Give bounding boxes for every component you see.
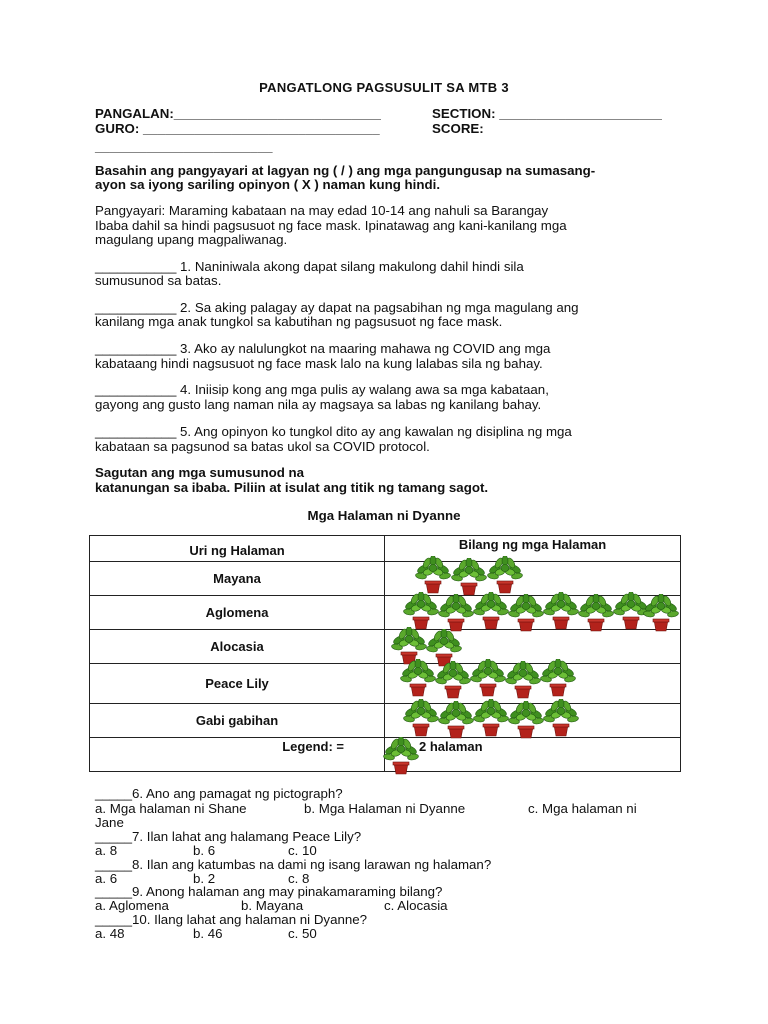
row-pictures-mayana [385, 562, 681, 596]
potted-plant-icon [383, 737, 419, 775]
row-pictures-peace-lily [385, 664, 681, 704]
scenario-line-2: Ibaba dahil sa hindi pagsusuot ng face mask. Ipinatawag ang kani-kanilang mga [95, 218, 567, 233]
question-6-option-c-cont: Jane [95, 815, 124, 830]
pictograph-row [90, 596, 681, 630]
row-pictures-gabi-gabihan [385, 704, 681, 738]
potted-plant-icon [487, 556, 523, 594]
potted-plant-icon [508, 594, 544, 632]
potted-plant-icon [643, 594, 679, 632]
statement-1-line-2: sumusunod sa batas. [95, 273, 222, 288]
potted-plant-icon [578, 594, 614, 632]
instructions-2-line-2: katanungan sa ibaba. Piliin at isulat ang titik ng tamang sagot. [95, 480, 489, 495]
question-10: _____10. Ilang lahat ang halaman ni Dyanne? [95, 912, 368, 927]
question-7-option-a: a. 8 [95, 843, 118, 858]
score-field-label: SCORE: [432, 121, 484, 136]
question-7: _____7. Ilan lahat ang halamang Peace Lily? [95, 829, 362, 844]
statement-5-line-1: ___________ 5. Ang opinyon ko tungkol dito ay ang kawalan ng disiplina ng mga [95, 424, 572, 439]
instructions-line-1: Basahin ang pangyayari at lagyan ng ( / ) ang mga pangungusap na sumasang- [95, 163, 596, 178]
statement-5-line-2: kabataan sa pagsunod sa batas ukol sa COVID protocol. [95, 439, 430, 454]
potted-plant-icon [438, 701, 474, 739]
statement-2-line-2: kanilang mga anak tungkol sa kabutihan ng pagsusuot ng face mask. [95, 314, 503, 329]
question-6-option-a: a. Mga halaman ni Shane [95, 801, 247, 816]
potted-plant-icon [400, 659, 436, 697]
question-6-option-c: c. Mga halaman ni [528, 801, 637, 816]
section-field-label: SECTION: ______________________ [432, 106, 662, 121]
potted-plant-icon [540, 659, 576, 697]
pictograph-row [90, 630, 681, 664]
scenario-line-3: magulang upang magpaliwanag. [95, 232, 288, 247]
question-6: _____6. Ano ang pamagat ng pictograph? [95, 786, 343, 801]
instructions-2-line-1: Sagutan ang mga sumusunod na [95, 465, 305, 480]
potted-plant-icon [438, 594, 474, 632]
question-10-option-b: b. 46 [193, 926, 223, 941]
teacher-field-label: GURO: ________________________________ [95, 121, 380, 136]
potted-plant-icon [451, 558, 487, 596]
pictograph-row [90, 664, 681, 704]
potted-plant-icon [543, 699, 579, 737]
row-label-gabi-gabihan: Gabi gabihan [90, 704, 385, 738]
pictograph-table [89, 535, 681, 772]
statement-4-line-1: ___________ 4. Iniisip kong ang mga pulis ay walang awa sa mga kabataan, [95, 382, 549, 397]
statement-3-line-1: ___________ 3. Ako ay nalulungkot na maaring mahawa ng COVID ang mga [95, 341, 551, 356]
column-header-plant-count: Bilang ng mga Halaman [385, 536, 681, 562]
instructions-line-2: ayon sa iyong sariling opinyon ( X ) naman kung hindi. [95, 177, 441, 192]
page-title: PANGATLONG PAGSUSULIT SA MTB 3 [259, 80, 509, 95]
question-9-option-c: c. Alocasia [384, 898, 448, 913]
pictograph-row [90, 704, 681, 738]
pictograph-header-row [90, 536, 681, 562]
question-8-option-c: c. 8 [288, 871, 310, 886]
pictograph-legend-row [90, 738, 681, 772]
question-10-option-a: a. 48 [95, 926, 125, 941]
legend-value-cell [385, 738, 681, 772]
pictograph-row [90, 562, 681, 596]
question-6-option-b: b. Mga Halaman ni Dyanne [304, 801, 466, 816]
row-label-mayana: Mayana [90, 562, 385, 596]
potted-plant-icon [403, 592, 439, 630]
row-label-aglomena: Aglomena [90, 596, 385, 630]
row-pictures-aglomena [385, 596, 681, 630]
potted-plant-icon [470, 659, 506, 697]
potted-plant-icon [508, 701, 544, 739]
potted-plant-icon [403, 699, 439, 737]
name-field-label: PANGALAN:____________________________ [95, 106, 381, 121]
legend-label: Legend: = [90, 738, 385, 772]
question-9: _____9. Anong halaman ang may pinakamaraming bilang? [95, 884, 443, 899]
question-9-option-a: a. Aglomena [95, 898, 169, 913]
question-10-option-c: c. 50 [288, 926, 317, 941]
statement-1-line-1: ___________ 1. Naniniwala akong dapat silang makulong dahil hindi sila [95, 259, 524, 274]
question-8-option-a: a. 6 [95, 871, 118, 886]
row-label-alocasia: Alocasia [90, 630, 385, 664]
potted-plant-icon [435, 661, 471, 699]
question-7-option-c: c. 10 [288, 843, 317, 858]
potted-plant-icon [505, 661, 541, 699]
row-label-peace-lily: Peace Lily [90, 664, 385, 704]
statement-2-line-1: ___________ 2. Sa aking palagay ay dapat na pagsabihan ng mga magulang ang [95, 300, 579, 315]
score-line: ________________________ [95, 139, 273, 154]
question-8-option-b: b. 2 [193, 871, 216, 886]
potted-plant-icon [473, 592, 509, 630]
statement-4-line-2: gayong ang gusto lang naman nila ay magsaya sa labas ng kanilang bahay. [95, 397, 542, 412]
legend-value: 2 halaman [419, 739, 483, 754]
potted-plant-icon [473, 699, 509, 737]
potted-plant-icon [543, 592, 579, 630]
scenario-line-1: Pangyayari: Maraming kabataan na may edad 10-14 ang nahuli sa Barangay [95, 203, 549, 218]
question-9-option-b: b. Mayana [241, 898, 304, 913]
column-header-plant-type: Uri ng Halaman [90, 536, 385, 562]
pictograph-title: Mga Halaman ni Dyanne [307, 508, 461, 523]
question-7-option-b: b. 6 [193, 843, 216, 858]
potted-plant-icon [415, 556, 451, 594]
statement-3-line-2: kabataang hindi nagsusuot ng face mask lalo na kung lalabas sila ng bahay. [95, 356, 543, 371]
question-8: _____8. Ilan ang katumbas na dami ng isang larawan ng halaman? [95, 857, 492, 872]
